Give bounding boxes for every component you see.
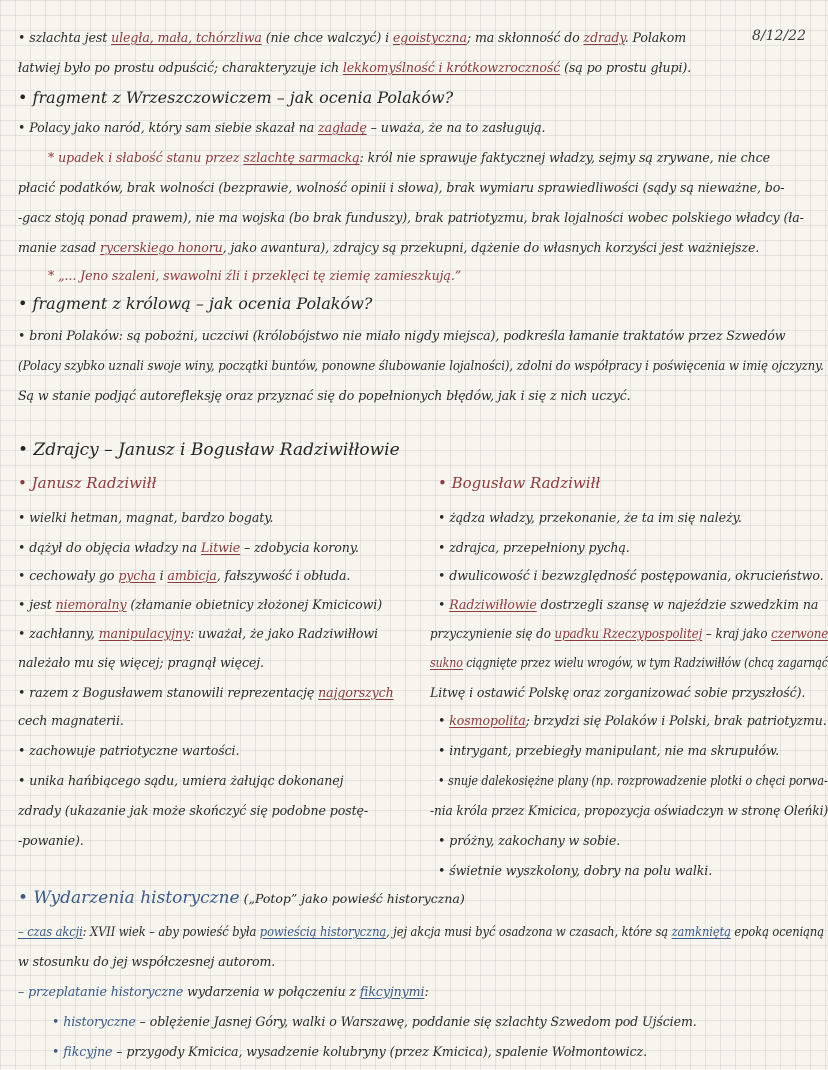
note-line: • intrygant, przebiegły manipulant, nie ma skrupułów. — [438, 743, 780, 758]
note-line — [438, 713, 827, 728]
text: – uważa, że na to zasługują. — [366, 120, 546, 135]
text: * upadek i słabość stanu przez — [48, 150, 244, 165]
text: i — [155, 568, 168, 583]
section-heading: • fragment z królową – jak ocenia Polaków? — [18, 294, 373, 313]
note-line — [52, 1014, 697, 1029]
note-line: • zdrajca, przepełniony pychą. — [438, 540, 630, 555]
heading-note: („Potop” jako powieść historyczna) — [239, 891, 465, 906]
highlight-red: zagładę — [318, 120, 367, 135]
highlight-red: manipulacyjny — [98, 626, 190, 641]
highlight-red: pycha — [118, 568, 156, 583]
text: : uważał, że jako Radziwiłłowi — [190, 626, 378, 641]
note-line: • próżny, zakochany w sobie. — [438, 833, 621, 848]
text: (są po prostu głupi). — [560, 60, 692, 75]
highlight-red: sukno — [430, 655, 463, 670]
text: przyczynienie się do — [430, 626, 555, 641]
text: , fałszywość i obłuda. — [216, 568, 351, 583]
note-line — [430, 626, 828, 641]
note-line: • świetnie wyszkolony, dobry na polu walki. — [438, 863, 713, 878]
heading-text: • Wydarzenia historyczne — [18, 888, 240, 908]
note-line: -nia króla przez Kmicica, propozycja oświadczyn w stronę Oleńki) — [430, 803, 828, 818]
text: – przygody Kmicica, wysadzenie kolubryny (przez Kmicica), spalenie Wołmontowicz. — [112, 1044, 647, 1059]
text: ; ma skłonność do — [466, 30, 584, 45]
highlight-red: egoistyczna — [392, 30, 467, 45]
quote-line: * „... Jeno szaleni, swawolni źli i przeklęci tę ziemię zamieszkują.” — [48, 268, 462, 283]
note-line: w stosunku do jej współczesnej autorom. — [18, 954, 276, 969]
highlight-red: rycerskiego honoru — [100, 240, 223, 255]
section-heading: • Zdrajcy – Janusz i Bogusław Radziwiłłowie — [18, 440, 400, 460]
subheading-boguslaw: • Bogusław Radziwiłł — [438, 474, 601, 492]
highlight-red: lekkomyślność i krótkowzroczność — [342, 60, 561, 75]
highlight-blue: fikcyjnymi — [359, 984, 425, 999]
text: – zdobycia korony. — [240, 540, 359, 555]
highlight-red: kosmopolita — [449, 713, 526, 728]
section-heading — [18, 888, 465, 908]
highlight-red: niemoralny — [55, 597, 127, 612]
text: • jest — [18, 597, 56, 612]
note-date: 8/12/22 — [752, 28, 806, 44]
note-line: • dwulicowość i bezwzględność postępowania, okrucieństwo. — [438, 568, 824, 583]
highlight-red: upadku Rzeczypospolitej — [554, 626, 703, 641]
highlight-red: najgorszych — [318, 685, 394, 700]
text: dostrzegli szansę w najeździe szwedzkim na — [536, 597, 819, 612]
highlight-blue: • historyczne — [52, 1014, 136, 1029]
subheading-janusz: • Janusz Radziwiłł — [18, 474, 157, 492]
note-line: Litwę i ostawić Polskę oraz zorganizować sobie przyszłość). — [430, 685, 806, 700]
note-line — [18, 30, 686, 45]
text: ; brzydzi się Polaków i Polski, brak patriotyzmu. — [525, 713, 827, 728]
highlight-red: uległa, mała, tchórzliwa — [111, 30, 262, 45]
note-line: (Polacy szybko uznali swoje winy, początki buntów, ponowne ślubowanie lojalności), zdolni do współpracy i poświęcenia w imię ojczyzny. — [18, 358, 824, 373]
note-line — [18, 984, 429, 999]
note-line: • snuje dalekosiężne plany (np. rozprowadzenie plotki o chęci porwa- — [438, 773, 828, 788]
note-line — [18, 60, 691, 75]
text: , jej akcja musi być osadzona w czasach, które są — [386, 924, 672, 939]
note-line: • wielki hetman, magnat, bardzo bogaty. — [18, 510, 274, 525]
highlight-red: ambicja — [167, 568, 217, 583]
text: • zachłanny, — [18, 626, 99, 641]
text: łatwiej było po prostu odpuścić; charakteryzuje ich — [18, 60, 343, 75]
note-line: • żądza władzy, przekonanie, że ta im się należy. — [438, 510, 742, 525]
note-line: • unika hańbiącego sądu, umiera żałując dokonanej — [18, 773, 344, 788]
note-line: Są w stanie podjąć autorefleksję oraz przyznać się do popełnionych błędów, jak i się z nich uczyć. — [18, 388, 631, 403]
text: : XVII wiek – aby powieść była — [82, 924, 260, 939]
text: • Polacy jako naród, który sam siebie skazał na — [18, 120, 319, 135]
note-line — [18, 685, 394, 700]
note-line — [18, 626, 378, 641]
highlight-red: zdrady — [583, 30, 625, 45]
note-line: -powanie). — [18, 833, 84, 848]
text: • cechowały go — [18, 568, 119, 583]
text: – kraj jako — [702, 626, 772, 641]
section-heading: • fragment z Wrzeszczowiczem – jak ocenia Polaków? — [18, 88, 454, 107]
note-line — [18, 240, 759, 255]
text: , jako awantura), zdrajcy są przekupni, dążenie do własnych korzyści jest ważniejsze. — [222, 240, 760, 255]
text: • — [438, 713, 450, 728]
highlight-red: Litwie — [201, 540, 241, 555]
note-line: cech magnaterii. — [18, 713, 124, 728]
note-line: zdrady (ukazanie jak może skończyć się podobne postę- — [18, 803, 369, 818]
text: (złamanie obietnicy złożonej Kmicicowi) — [126, 597, 383, 612]
text: • szlachta jest — [18, 30, 112, 45]
highlight-blue: zamkniętą — [671, 924, 731, 939]
note-line — [52, 1044, 647, 1059]
note-line — [18, 540, 359, 555]
note-line: płacić podatków, brak wolności (bezprawie, wolność opinii i słowa), brak wymiaru sprawiedliwości (sądy są nieważne, bo- — [18, 180, 785, 195]
text: – oblężenie Jasnej Góry, walki o Warszawę, poddanie się szlachty Szwedom pod Ujściem. — [135, 1014, 697, 1029]
highlight-blue: – czas akcji — [18, 924, 83, 939]
text: epoką oceniąną — [730, 924, 824, 939]
text: : — [424, 984, 429, 999]
text: wydarzenia w połączeniu z — [183, 984, 360, 999]
note-line — [18, 120, 545, 135]
note-line — [18, 924, 824, 939]
note-line — [48, 150, 770, 165]
text: . Polakom — [624, 30, 687, 45]
note-line — [18, 597, 382, 612]
highlight-red: szlachtę sarmacką — [243, 150, 360, 165]
note-line: -gacz stoją ponad prawem), nie ma wojska (bo brak funduszy), brak patriotyzmu, brak lojalności wobec polskiego władcy (ła- — [18, 210, 804, 225]
note-line: • zachowuje patriotyczne wartości. — [18, 743, 240, 758]
highlight-blue: • fikcyjne — [52, 1044, 113, 1059]
text: • razem z Bogusławem stanowili reprezentację — [18, 685, 319, 700]
note-line — [18, 568, 350, 583]
text: ciągnięte przez wielu wrogów, w tym Radziwiłłów (chcą zagarnąć — [462, 655, 828, 670]
highlight-red: czerwone — [771, 626, 828, 641]
text: • dążył do objęcia władzy na — [18, 540, 201, 555]
text: : król nie sprawuje faktycznej władzy, sejmy są zrywane, nie chce — [359, 150, 770, 165]
note-line — [438, 597, 818, 612]
text: manie zasad — [18, 240, 101, 255]
highlight-blue: – przeplatanie historyczne — [18, 984, 184, 999]
highlight-red: Radziwiłłowie — [449, 597, 537, 612]
note-line — [430, 655, 828, 670]
text: • — [438, 597, 450, 612]
highlight-blue: powieścią historyczną — [259, 924, 387, 939]
note-line: • broni Polaków: są pobożni, uczciwi (królobójstwo nie miało nigdy miejsca), podkreśla łamanie traktatów przez Szwedów — [18, 328, 786, 343]
note-line: należało mu się więcej; pragnął więcej. — [18, 655, 264, 670]
text: (nie chce walczyć) i — [261, 30, 393, 45]
